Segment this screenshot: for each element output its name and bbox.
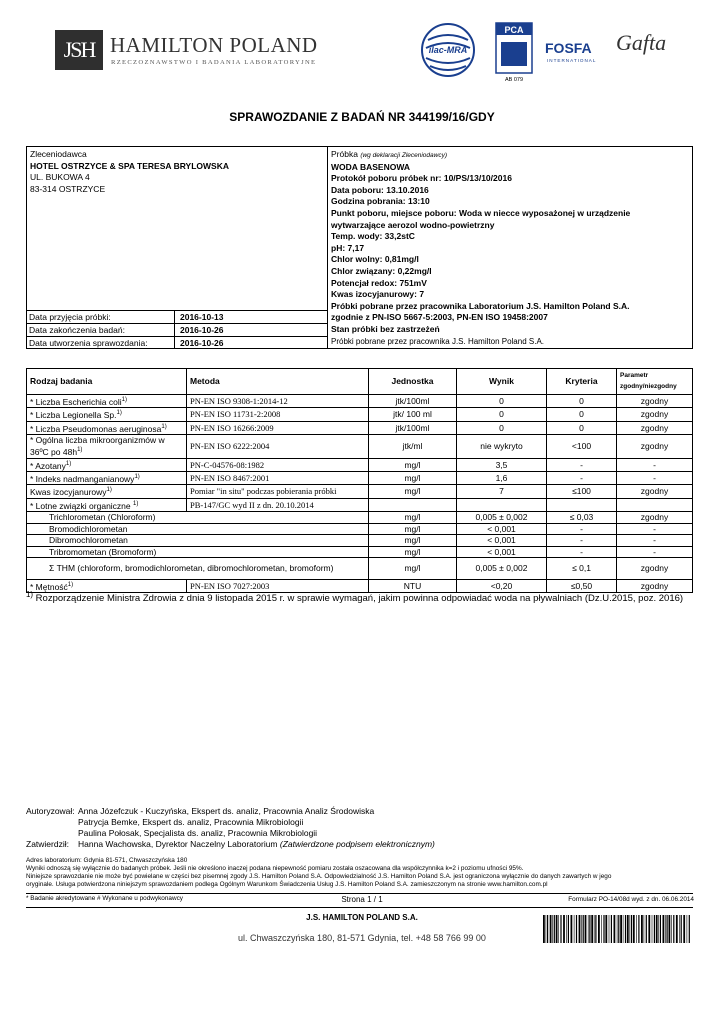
date-value: 2016-10-26 <box>180 338 224 348</box>
criteria-cell: - <box>547 523 617 535</box>
sample-line: zgodnie z PN-ISO 5667-5:2003, PN-EN ISO 19458:2007 <box>331 312 548 323</box>
table-row <box>27 458 693 471</box>
barcode <box>543 915 691 943</box>
sample-line: pH: 7,17 <box>331 242 365 253</box>
unit-cell: mg/l <box>369 558 457 580</box>
author-2: Patrycja Bemke, Ekspert ds. analiz, Pracownia Mikrobiologii <box>78 817 304 827</box>
sample-footer: Próbki pobrane przez pracownika J.S. Hamilton Poland S.A. <box>331 336 544 346</box>
sample-line: Chlor związany: 0,22mg/l <box>331 265 432 276</box>
info-block <box>26 146 693 349</box>
authored-label: Autoryzował: <box>26 806 75 816</box>
sample-line: WODA BASENOWA <box>331 161 411 172</box>
footer-address: ul. Chwaszczyńska 180, 81-571 Gdynia, tel. +48 58 766 99 00 <box>238 933 486 943</box>
pca-text: PCA <box>504 25 524 35</box>
ilac-mra-logo <box>420 22 476 78</box>
sample-line: Temp. wody: 33,2stC <box>331 231 415 242</box>
criteria-cell: ≤ 0,03 <box>547 512 617 524</box>
date-value: 2016-10-26 <box>180 325 224 335</box>
form-number: Formularz PO-14/08d wyd. z dn. 06.06.2014 <box>568 896 694 903</box>
regulation-footnote <box>26 589 696 605</box>
table-header-row <box>27 369 693 395</box>
company-subtitle: RZECZOZNAWSTWO I BADANIA LABORATORYJNE <box>111 59 317 66</box>
unit-cell: mg/l <box>369 546 457 558</box>
unit-cell: jtk/ 100 ml <box>369 408 457 421</box>
header-unit: Jednostka <box>369 369 457 395</box>
param-cell: * Azotany$^{1)}$ <box>27 458 187 471</box>
method-cell: PN-C-04576-08:1982 <box>187 458 369 471</box>
table-row <box>27 485 693 498</box>
table-row <box>27 421 693 434</box>
unit-cell: NTU <box>369 580 457 593</box>
approver-note: (Zatwierdzone podpisem elektronicznym) <box>279 839 435 849</box>
result-cell: 1,6 <box>457 472 547 485</box>
criteria-cell <box>547 498 617 511</box>
compliance-cell: zgodny <box>617 421 693 434</box>
criteria-cell: - <box>547 458 617 471</box>
note-line: Adres laboratorium: Gdynia 81-571, Chwaszczyńska 180 <box>26 857 188 864</box>
header-result: Wynik <box>457 369 547 395</box>
client-name: HOTEL OSTRZYCE & SPA TERESA BRYLOWSKA <box>30 160 229 171</box>
pca-logo <box>495 22 533 84</box>
footer-divider <box>26 893 693 894</box>
sample-line: Kwas izocyjanurowy: 7 <box>331 289 425 300</box>
result-cell: 7 <box>457 485 547 498</box>
criteria-cell: ≤100 <box>547 485 617 498</box>
unit-cell: jtk/ml <box>369 434 457 458</box>
approved-label: Zatwierdził: <box>26 839 69 849</box>
table-row <box>27 498 693 511</box>
param-cell: * Liczba Pseudomonas aeruginosa$^{1)}$ <box>27 421 187 434</box>
method-cell: PN-EN ISO 8467:2001 <box>187 472 369 485</box>
client-section <box>30 149 325 195</box>
date-label: Data utworzenia sprawozdania: <box>27 337 175 349</box>
table-row <box>27 546 693 558</box>
param-cell: * Liczba Legionella Sp.$^{1)}$ <box>27 408 187 421</box>
param-cell: * Liczba Escherichia coli$^{1)}$ <box>27 395 187 408</box>
compliance-cell: zgodny <box>617 558 693 580</box>
method-cell: PN-EN ISO 9308-1:2014-12 <box>187 395 369 408</box>
compliance-cell: zgodny <box>617 580 693 593</box>
legal-notes <box>26 857 706 889</box>
table-row <box>27 512 693 524</box>
note-line: oryginale. Usługa potwierdzona niniejszym sprawozdaniem podlega Ogólnym Warunkom Świadczenia Usług J.S. Hamilton Poland S.A. zamieszczonym na stronie www.hamilton.com.pl <box>26 881 548 888</box>
company-logo <box>55 30 103 70</box>
compliance-cell: zgodny <box>617 434 693 458</box>
unit-cell: mg/l <box>369 523 457 535</box>
criteria-cell: 0 <box>547 408 617 421</box>
header-criteria: Kryteria <box>547 369 617 395</box>
sample-line: Data poboru: 13.10.2016 <box>331 184 429 195</box>
criteria-cell: 0 <box>547 421 617 434</box>
compliance-cell: - <box>617 535 693 547</box>
compliance-cell: - <box>617 458 693 471</box>
table-row <box>27 535 693 547</box>
method-cell: PN-EN ISO 16266:2009 <box>187 421 369 434</box>
client-city: 83-314 OSTRZYCE <box>30 183 106 194</box>
table-row <box>27 408 693 421</box>
sample-details <box>331 162 691 336</box>
compliance-cell: zgodny <box>617 408 693 421</box>
table-row <box>27 395 693 408</box>
unit-cell <box>369 498 457 511</box>
criteria-cell: <100 <box>547 434 617 458</box>
client-street: UL. BUKOWA 4 <box>30 172 90 183</box>
unit-cell: mg/l <box>369 472 457 485</box>
sample-line: wytwarzające aerozol wodno-powietrzny <box>331 219 495 230</box>
table-row <box>27 434 693 458</box>
param-cell: * Mętność$^{1)}$ <box>27 580 187 593</box>
result-cell: 3,5 <box>457 458 547 471</box>
header-method: Metoda <box>187 369 369 395</box>
authorization-block <box>26 806 696 850</box>
compliance-cell <box>617 498 693 511</box>
sample-label: Próbka <box>331 149 358 159</box>
param-cell: Σ THM (chloroform, bromodichlorometan, dibromochlorometan, bromoform) <box>27 558 369 580</box>
method-cell: PN-EN ISO 11731-2:2008 <box>187 408 369 421</box>
param-cell: Tribromometan (Bromoform) <box>27 546 369 558</box>
criteria-cell: ≤ 0,1 <box>547 558 617 580</box>
unit-cell: mg/l <box>369 512 457 524</box>
table-row <box>27 558 693 580</box>
header-compliance: Parametr zgodny/niezgodny <box>617 369 693 395</box>
company-name: HAMILTON POLAND <box>110 33 318 57</box>
note-line: Wyniki odnoszą się wyłącznie do badanych próbek. Jeśli nie określono inaczej podana niepewność pomiaru została oszacowana dla współczynnika k=2 i poziomu ufności 95%. <box>26 865 524 872</box>
logo-initials: JSH <box>63 37 95 62</box>
fosfa-text: FOSFA <box>545 40 592 56</box>
note-line: Niniejsze sprawozdanie nie może być powielane w części bez pisemnej zgody J.S. Hamilton Poland S.A. Odpowiedzialność J.S. Hamilton Poland S.A. jest ograniczona wyłącznie do danych zawartych w jego <box>26 873 612 880</box>
criteria-cell: - <box>547 535 617 547</box>
result-cell: 0,005 ± 0,002 <box>457 512 547 524</box>
result-cell: < 0,001 <box>457 535 547 547</box>
client-label: Zleceniodawca <box>30 149 87 159</box>
ilac-text: ilac-MRA <box>428 45 468 55</box>
result-cell: nie wykryto <box>457 434 547 458</box>
unit-cell: jtk/100ml <box>369 395 457 408</box>
criteria-cell: 0 <box>547 395 617 408</box>
result-cell: 0 <box>457 408 547 421</box>
date-row <box>27 323 327 336</box>
approver: Hanna Wachowska, Dyrektor Naczelny Laboratorium <box>78 839 278 849</box>
param-cell: Dibromochlorometan <box>27 535 369 547</box>
result-cell: 0 <box>457 421 547 434</box>
result-cell: < 0,001 <box>457 546 547 558</box>
param-cell: Bromodichlorometan <box>27 523 369 535</box>
footnote-text: Rozporządzenie Ministra Zdrowia z dnia 9 listopada 2015 r. w sprawie wymagań, jakim powinna odpowiadać woda na pływalniach (Dz.U.2015, poz. 2016) <box>33 593 684 605</box>
date-label: Data zakończenia badań: <box>27 324 175 336</box>
compliance-cell: zgodny <box>617 485 693 498</box>
table-row <box>27 472 693 485</box>
gafta-logo: Gafta <box>616 30 667 55</box>
param-cell: * Lotne związki organiczne $^{1)}$ <box>27 498 187 511</box>
table-row <box>27 523 693 535</box>
sample-line: Próbki pobrane przez pracownika Laboratorium J.S. Hamilton Poland S.A. <box>331 300 630 311</box>
method-cell: PN-EN ISO 7027:2003 <box>187 580 369 593</box>
param-cell: * Indeks nadmanganianowy$^{1)}$ <box>27 472 187 485</box>
date-label: Data przyjęcia próbki: <box>27 311 175 323</box>
sample-line: Godzina pobrania: 13:10 <box>331 196 430 207</box>
sample-line: Protokół poboru próbek nr: 10/PS/13/10/2016 <box>331 173 512 184</box>
pca-number: AB 079 <box>504 77 524 83</box>
sample-section <box>331 149 691 347</box>
result-cell <box>457 498 547 511</box>
method-cell: PN-EN ISO 6222:2004 <box>187 434 369 458</box>
results-table <box>26 368 693 593</box>
accreditation-legend: * Badanie akredytowane # Wykonane u podwykonawcy <box>26 895 183 902</box>
compliance-cell: - <box>617 472 693 485</box>
date-value: 2016-10-13 <box>180 312 224 322</box>
author-1: Anna Józefczuk - Kuczyńska, Ekspert ds. analiz, Pracownia Analiz Środowiska <box>78 806 375 816</box>
sample-line: Potencjał redox: 751mV <box>331 277 427 288</box>
date-row <box>27 310 327 323</box>
result-cell: 0 <box>457 395 547 408</box>
dates-table <box>27 310 327 349</box>
result-cell: <0,20 <box>457 580 547 593</box>
result-cell: 0,005 ± 0,002 <box>457 558 547 580</box>
criteria-cell: - <box>547 546 617 558</box>
method-cell: Pomiar "in situ" podczas pobierania próbki <box>187 485 369 498</box>
criteria-cell: - <box>547 472 617 485</box>
result-cell: < 0,001 <box>457 523 547 535</box>
letterhead <box>0 0 724 100</box>
unit-cell: mg/l <box>369 485 457 498</box>
footnote-marker: 1) <box>26 590 34 599</box>
param-cell: Kwas izocyjanurowy$^{1)}$ <box>27 485 187 498</box>
page-number: Strona 1 / 1 <box>341 895 383 904</box>
param-cell: Trichlorometan (Chloroform) <box>27 512 369 524</box>
param-cell: * Ogólna liczba mikroorganizmów w 36ºC po $48h^{1)}$ <box>27 434 187 458</box>
method-cell: PB-147/GC wyd II z dn. 20.10.2014 <box>187 498 369 511</box>
unit-cell: jtk/100ml <box>369 421 457 434</box>
header-param: Rodzaj badania <box>27 369 187 395</box>
author-3: Paulina Połosak, Specjalista ds. analiz, Pracownia Mikrobiologii <box>78 828 318 838</box>
sample-line: Punkt poboru, miejsce poboru: Woda w niecce wyposażonej w urządzenie <box>331 207 631 218</box>
sample-line: Stan próbki bez zastrzeżeń <box>331 323 440 334</box>
sample-label-note: (wg deklaracji Zleceniodawcy) <box>360 152 448 159</box>
compliance-cell: zgodny <box>617 395 693 408</box>
compliance-cell: - <box>617 546 693 558</box>
footer-divider-2 <box>26 907 693 908</box>
compliance-cell: zgodny <box>617 512 693 524</box>
unit-cell: mg/l <box>369 458 457 471</box>
footer-company: J.S. HAMILTON POLAND S.A. <box>306 913 418 922</box>
fosfa-logo <box>545 38 605 64</box>
criteria-cell: ≤0,50 <box>547 580 617 593</box>
date-row <box>27 336 327 349</box>
report-title: SPRAWOZDANIE Z BADAŃ NR 344199/16/GDY <box>229 110 495 124</box>
sample-line: Chlor wolny: 0,81mg/l <box>331 254 419 265</box>
fosfa-sub: INTERNATIONAL <box>547 58 597 63</box>
unit-cell: mg/l <box>369 535 457 547</box>
compliance-cell: - <box>617 523 693 535</box>
